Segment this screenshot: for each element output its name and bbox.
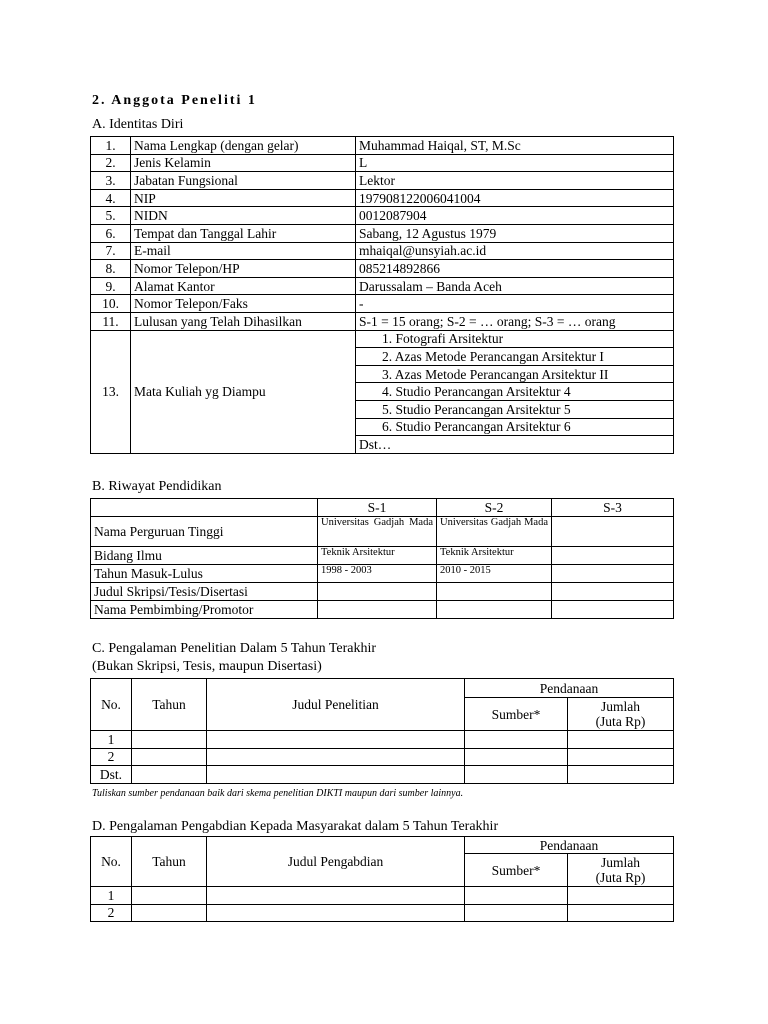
- research-header-no: No.: [91, 679, 132, 731]
- course-item: 4. Studio Perancangan Arsitektur 4: [356, 383, 674, 401]
- section-b-title: B. Riwayat Pendidikan: [92, 479, 222, 494]
- course-item: 6. Studio Perancangan Arsitektur 6: [356, 418, 674, 436]
- identity-label: Jenis Kelamin: [131, 154, 356, 172]
- education-header-s2: S-2: [437, 499, 552, 517]
- education-s3: [552, 583, 674, 601]
- research-jumlah-cell: [568, 731, 674, 749]
- research-header-pendanaan: Pendanaan: [465, 679, 674, 698]
- research-judul-cell: [207, 748, 465, 766]
- identity-no: 7.: [91, 242, 131, 260]
- research-judul-cell: [207, 766, 465, 784]
- identity-no: 6.: [91, 224, 131, 242]
- research-sumber-cell: [465, 731, 568, 749]
- service-header-jumlah-label: Jumlah: [601, 855, 640, 870]
- service-header-jumlah: [568, 854, 674, 887]
- identity-value: Lektor: [356, 172, 674, 190]
- service-row: [91, 887, 674, 905]
- section-c-title: C. Pengalaman Penelitian Dalam 5 Tahun Terakhir: [92, 641, 377, 656]
- identity-no: 2.: [91, 154, 131, 172]
- identity-value: Darussalam – Banda Aceh: [356, 277, 674, 295]
- identity-label: Nama Lengkap (dengan gelar): [131, 137, 356, 155]
- identity-row: [91, 277, 674, 295]
- education-s3: [552, 601, 674, 619]
- education-row: [91, 583, 674, 601]
- education-s3: [552, 547, 674, 565]
- service-header-sumber: Sumber*: [465, 854, 568, 887]
- research-header-jumlah-label: Jumlah: [601, 699, 640, 714]
- identity-row: [91, 224, 674, 242]
- research-table: [90, 678, 674, 784]
- identity-row: [91, 260, 674, 278]
- identity-no: 5.: [91, 207, 131, 225]
- identity-row: [91, 312, 674, 330]
- section-heading: 2. Anggota Peneliti 1: [92, 93, 257, 108]
- research-jumlah-cell: [568, 766, 674, 784]
- service-header-pendanaan: Pendanaan: [465, 837, 674, 854]
- courses-label: Mata Kuliah yg Diampu: [131, 330, 356, 453]
- section-a-title: A. Identitas Diri: [92, 117, 184, 132]
- service-header-no: No.: [91, 837, 132, 887]
- service-judul-cell: [207, 904, 465, 922]
- education-s2: Universitas Gadjah Mada: [437, 517, 552, 547]
- course-more: Dst…: [356, 436, 674, 454]
- education-s1: [318, 583, 437, 601]
- identity-value: S-1 = 15 orang; S-2 = … orang; S-3 = … orang: [356, 312, 674, 330]
- education-label: Bidang Ilmu: [91, 547, 318, 565]
- research-tahun-cell: [132, 766, 207, 784]
- research-jumlah-cell: [568, 748, 674, 766]
- research-header-sumber: Sumber*: [465, 698, 568, 731]
- identity-table: [90, 136, 674, 454]
- service-sumber-cell: [465, 904, 568, 922]
- identity-row: [91, 189, 674, 207]
- identity-value: L: [356, 154, 674, 172]
- service-header-judul: Judul Pengabdian: [207, 837, 465, 887]
- research-no: 2: [91, 748, 132, 766]
- identity-row: [91, 137, 674, 155]
- education-s1: Teknik Arsitektur: [318, 547, 437, 565]
- course-item: 2. Azas Metode Perancangan Arsitektur I: [356, 348, 674, 366]
- identity-label: E-mail: [131, 242, 356, 260]
- identity-label: Nomor Telepon/HP: [131, 260, 356, 278]
- service-sumber-cell: [465, 887, 568, 905]
- research-sumber-cell: [465, 766, 568, 784]
- education-row: [91, 547, 674, 565]
- identity-no: 3.: [91, 172, 131, 190]
- service-jumlah-cell: [568, 904, 674, 922]
- research-sumber-cell: [465, 748, 568, 766]
- identity-no: 9.: [91, 277, 131, 295]
- identity-row: [91, 154, 674, 172]
- education-label: Nama Perguruan Tinggi: [91, 517, 318, 547]
- education-label: Tahun Masuk-Lulus: [91, 565, 318, 583]
- research-row: [91, 731, 674, 749]
- identity-label: Jabatan Fungsional: [131, 172, 356, 190]
- identity-label: NIP: [131, 189, 356, 207]
- education-label: Nama Pembimbing/Promotor: [91, 601, 318, 619]
- course-item: 3. Azas Metode Perancangan Arsitektur II: [356, 365, 674, 383]
- course-row: [91, 330, 674, 348]
- course-item: 5. Studio Perancangan Arsitektur 5: [356, 400, 674, 418]
- education-header-s3: S-3: [552, 499, 674, 517]
- education-s3: [552, 565, 674, 583]
- service-tahun-cell: [132, 904, 207, 922]
- education-s2: 2010 - 2015: [437, 565, 552, 583]
- service-table: [90, 836, 674, 922]
- identity-row: [91, 242, 674, 260]
- service-header-jumlah-unit: (Juta Rp): [595, 870, 646, 885]
- identity-value: Muhammad Haiqal, ST, M.Sc: [356, 137, 674, 155]
- identity-value: 085214892866: [356, 260, 674, 278]
- research-no: 1: [91, 731, 132, 749]
- identity-label: Lulusan yang Telah Dihasilkan: [131, 312, 356, 330]
- identity-label: Alamat Kantor: [131, 277, 356, 295]
- identity-no: 1.: [91, 137, 131, 155]
- research-no: Dst.: [91, 766, 132, 784]
- education-label: Judul Skripsi/Tesis/Disertasi: [91, 583, 318, 601]
- education-row: [91, 517, 674, 547]
- education-s1: [318, 601, 437, 619]
- research-tahun-cell: [132, 748, 207, 766]
- service-header-tahun: Tahun: [132, 837, 207, 887]
- service-judul-cell: [207, 887, 465, 905]
- identity-value: -: [356, 295, 674, 313]
- research-row: [91, 766, 674, 784]
- identity-label: NIDN: [131, 207, 356, 225]
- education-row: [91, 601, 674, 619]
- identity-no: 11.: [91, 312, 131, 330]
- education-s2: [437, 583, 552, 601]
- service-tahun-cell: [132, 887, 207, 905]
- section-d-title: D. Pengalaman Pengabdian Kepada Masyarakat dalam 5 Tahun Terakhir: [92, 819, 499, 834]
- identity-row: [91, 295, 674, 313]
- identity-value: 197908122006041004: [356, 189, 674, 207]
- course-item: 1. Fotografi Arsitektur: [356, 330, 674, 348]
- section-c-subtitle: (Bukan Skripsi, Tesis, maupun Disertasi): [92, 659, 322, 674]
- identity-no: 8.: [91, 260, 131, 278]
- identity-label: Tempat dan Tanggal Lahir: [131, 224, 356, 242]
- identity-label: Nomor Telepon/Faks: [131, 295, 356, 313]
- education-header-s1: S-1: [318, 499, 437, 517]
- identity-value: 0012087904: [356, 207, 674, 225]
- research-judul-cell: [207, 731, 465, 749]
- identity-value: mhaiqal@unsyiah.ac.id: [356, 242, 674, 260]
- identity-no: 4.: [91, 189, 131, 207]
- service-no: 1: [91, 887, 132, 905]
- education-s1: 1998 - 2003: [318, 565, 437, 583]
- research-header-jumlah-unit: (Juta Rp): [595, 714, 646, 729]
- education-s3: [552, 517, 674, 547]
- identity-row: [91, 172, 674, 190]
- research-row: [91, 748, 674, 766]
- education-s2: Teknik Arsitektur: [437, 547, 552, 565]
- education-s2: [437, 601, 552, 619]
- service-no: 2: [91, 904, 132, 922]
- research-header-tahun: Tahun: [132, 679, 207, 731]
- service-jumlah-cell: [568, 887, 674, 905]
- education-s1: Universitas Gadjah Mada: [318, 517, 437, 547]
- identity-row: [91, 207, 674, 225]
- research-tahun-cell: [132, 731, 207, 749]
- identity-no: 10.: [91, 295, 131, 313]
- research-header-judul: Judul Penelitian: [207, 679, 465, 731]
- education-table: [90, 498, 674, 619]
- service-row: [91, 904, 674, 922]
- research-header-jumlah: [568, 698, 674, 731]
- education-row: [91, 565, 674, 583]
- education-header-blank: [91, 499, 318, 517]
- funding-note: Tuliskan sumber pendanaan baik dari skema penelitian DIKTI maupun dari sumber lainnya.: [92, 788, 464, 799]
- courses-no: 13.: [91, 330, 131, 453]
- identity-value: Sabang, 12 Agustus 1979: [356, 224, 674, 242]
